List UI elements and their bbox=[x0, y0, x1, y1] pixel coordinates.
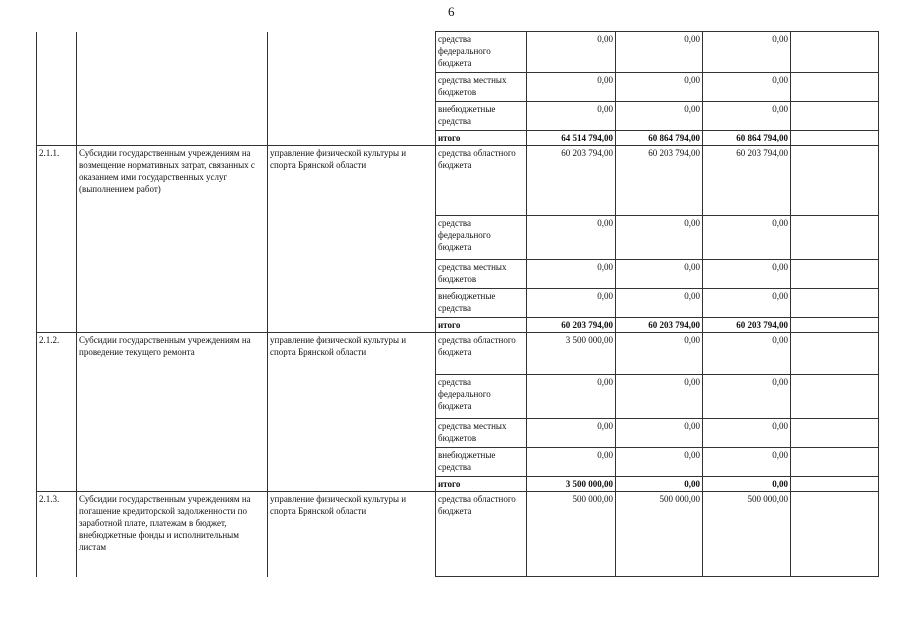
value-cell: 0,00 bbox=[527, 419, 616, 448]
value-cell: 0,00 bbox=[703, 216, 791, 260]
source-regional: средства областного бюджета bbox=[436, 492, 527, 577]
source-local: средства местных бюджетов bbox=[436, 260, 527, 289]
value-cell: 0,00 bbox=[527, 32, 616, 73]
source-regional: средства областного бюджета bbox=[436, 146, 527, 216]
empty-cell bbox=[791, 492, 879, 577]
total-value: 60 864 794,00 bbox=[616, 131, 703, 146]
value-cell: 0,00 bbox=[527, 448, 616, 477]
item-name: Субсидии государственным учреждениям на проведение текущего ремонта bbox=[77, 333, 268, 492]
value-cell: 0,00 bbox=[616, 73, 703, 102]
total-value: 0,00 bbox=[616, 477, 703, 492]
value-cell: 500 000,00 bbox=[527, 492, 616, 577]
total-label: итого bbox=[436, 131, 527, 146]
value-cell: 0,00 bbox=[527, 375, 616, 419]
value-cell: 0,00 bbox=[703, 102, 791, 131]
total-value: 64 514 794,00 bbox=[527, 131, 616, 146]
value-cell: 0,00 bbox=[703, 419, 791, 448]
value-cell: 0,00 bbox=[616, 448, 703, 477]
table-row bbox=[37, 333, 879, 375]
total-value: 60 203 794,00 bbox=[616, 318, 703, 333]
executor-cell bbox=[268, 32, 436, 146]
value-cell: 0,00 bbox=[703, 260, 791, 289]
empty-cell bbox=[791, 102, 879, 131]
empty-cell bbox=[791, 216, 879, 260]
item-name: Субсидии государственным учреждениям на возмещение нормативных затрат, связанных с оказанием ими государственных услуг (выполнением работ) bbox=[77, 146, 268, 333]
total-value: 60 864 794,00 bbox=[703, 131, 791, 146]
source-federal: средства федерального бюджета bbox=[436, 375, 527, 419]
empty-cell bbox=[791, 73, 879, 102]
value-cell: 0,00 bbox=[527, 102, 616, 131]
value-cell: 0,00 bbox=[527, 260, 616, 289]
value-cell: 0,00 bbox=[703, 73, 791, 102]
total-value: 3 500 000,00 bbox=[527, 477, 616, 492]
table-row bbox=[37, 146, 879, 216]
empty-cell bbox=[791, 333, 879, 375]
value-cell: 60 203 794,00 bbox=[616, 146, 703, 216]
source-local: средства местных бюджетов bbox=[436, 419, 527, 448]
value-cell: 0,00 bbox=[616, 333, 703, 375]
value-cell: 0,00 bbox=[616, 102, 703, 131]
empty-cell bbox=[791, 375, 879, 419]
item-number: 2.1.3. bbox=[37, 492, 77, 577]
page-number: 6 bbox=[448, 4, 455, 19]
value-cell: 0,00 bbox=[527, 216, 616, 260]
value-cell: 0,00 bbox=[703, 333, 791, 375]
value-cell: 60 203 794,00 bbox=[527, 146, 616, 216]
item-executor: управление физической культуры и спорта Брянской области bbox=[268, 333, 436, 492]
total-value: 0,00 bbox=[703, 477, 791, 492]
source-offbudget: внебюджетные средства bbox=[436, 102, 527, 131]
value-cell: 500 000,00 bbox=[703, 492, 791, 577]
total-value: 60 203 794,00 bbox=[527, 318, 616, 333]
total-value: 60 203 794,00 bbox=[703, 318, 791, 333]
source-offbudget: внебюджетные средства bbox=[436, 289, 527, 318]
value-cell: 0,00 bbox=[527, 73, 616, 102]
total-label: итого bbox=[436, 318, 527, 333]
value-cell: 3 500 000,00 bbox=[527, 333, 616, 375]
empty-cell bbox=[791, 419, 879, 448]
source-regional: средства областного бюджета bbox=[436, 333, 527, 375]
name-cell bbox=[77, 32, 268, 146]
value-cell: 0,00 bbox=[703, 448, 791, 477]
empty-cell bbox=[791, 32, 879, 73]
table-row bbox=[37, 492, 879, 577]
source-local: средства местных бюджетов bbox=[436, 73, 527, 102]
budget-table bbox=[36, 31, 879, 577]
empty-cell bbox=[791, 146, 879, 216]
value-cell: 0,00 bbox=[616, 419, 703, 448]
item-executor: управление физической культуры и спорта Брянской области bbox=[268, 146, 436, 333]
source-offbudget: внебюджетные средства bbox=[436, 448, 527, 477]
item-number: 2.1.2. bbox=[37, 333, 77, 492]
value-cell: 0,00 bbox=[616, 289, 703, 318]
value-cell: 500 000,00 bbox=[616, 492, 703, 577]
value-cell: 0,00 bbox=[527, 289, 616, 318]
item-name: Субсидии государственным учреждениям на погашение кредиторской задолженности по заработной плате, платежам в бюджет, внебюджетные фонды и исполнительным листам bbox=[77, 492, 268, 577]
empty-cell bbox=[791, 477, 879, 492]
empty-cell bbox=[791, 318, 879, 333]
item-number: 2.1.1. bbox=[37, 146, 77, 333]
value-cell: 0,00 bbox=[616, 32, 703, 73]
total-label: итого bbox=[436, 477, 527, 492]
table-row bbox=[37, 32, 879, 73]
empty-cell bbox=[791, 131, 879, 146]
value-cell: 0,00 bbox=[703, 289, 791, 318]
number-cell bbox=[37, 32, 77, 146]
empty-cell bbox=[791, 289, 879, 318]
source-federal: средства федерального бюджета bbox=[436, 32, 527, 73]
item-executor: управление физической культуры и спорта Брянской области bbox=[268, 492, 436, 577]
value-cell: 0,00 bbox=[703, 32, 791, 73]
value-cell: 0,00 bbox=[703, 375, 791, 419]
value-cell: 60 203 794,00 bbox=[703, 146, 791, 216]
value-cell: 0,00 bbox=[616, 216, 703, 260]
empty-cell bbox=[791, 448, 879, 477]
empty-cell bbox=[791, 260, 879, 289]
value-cell: 0,00 bbox=[616, 375, 703, 419]
source-federal: средства федерального бюджета bbox=[436, 216, 527, 260]
value-cell: 0,00 bbox=[616, 260, 703, 289]
